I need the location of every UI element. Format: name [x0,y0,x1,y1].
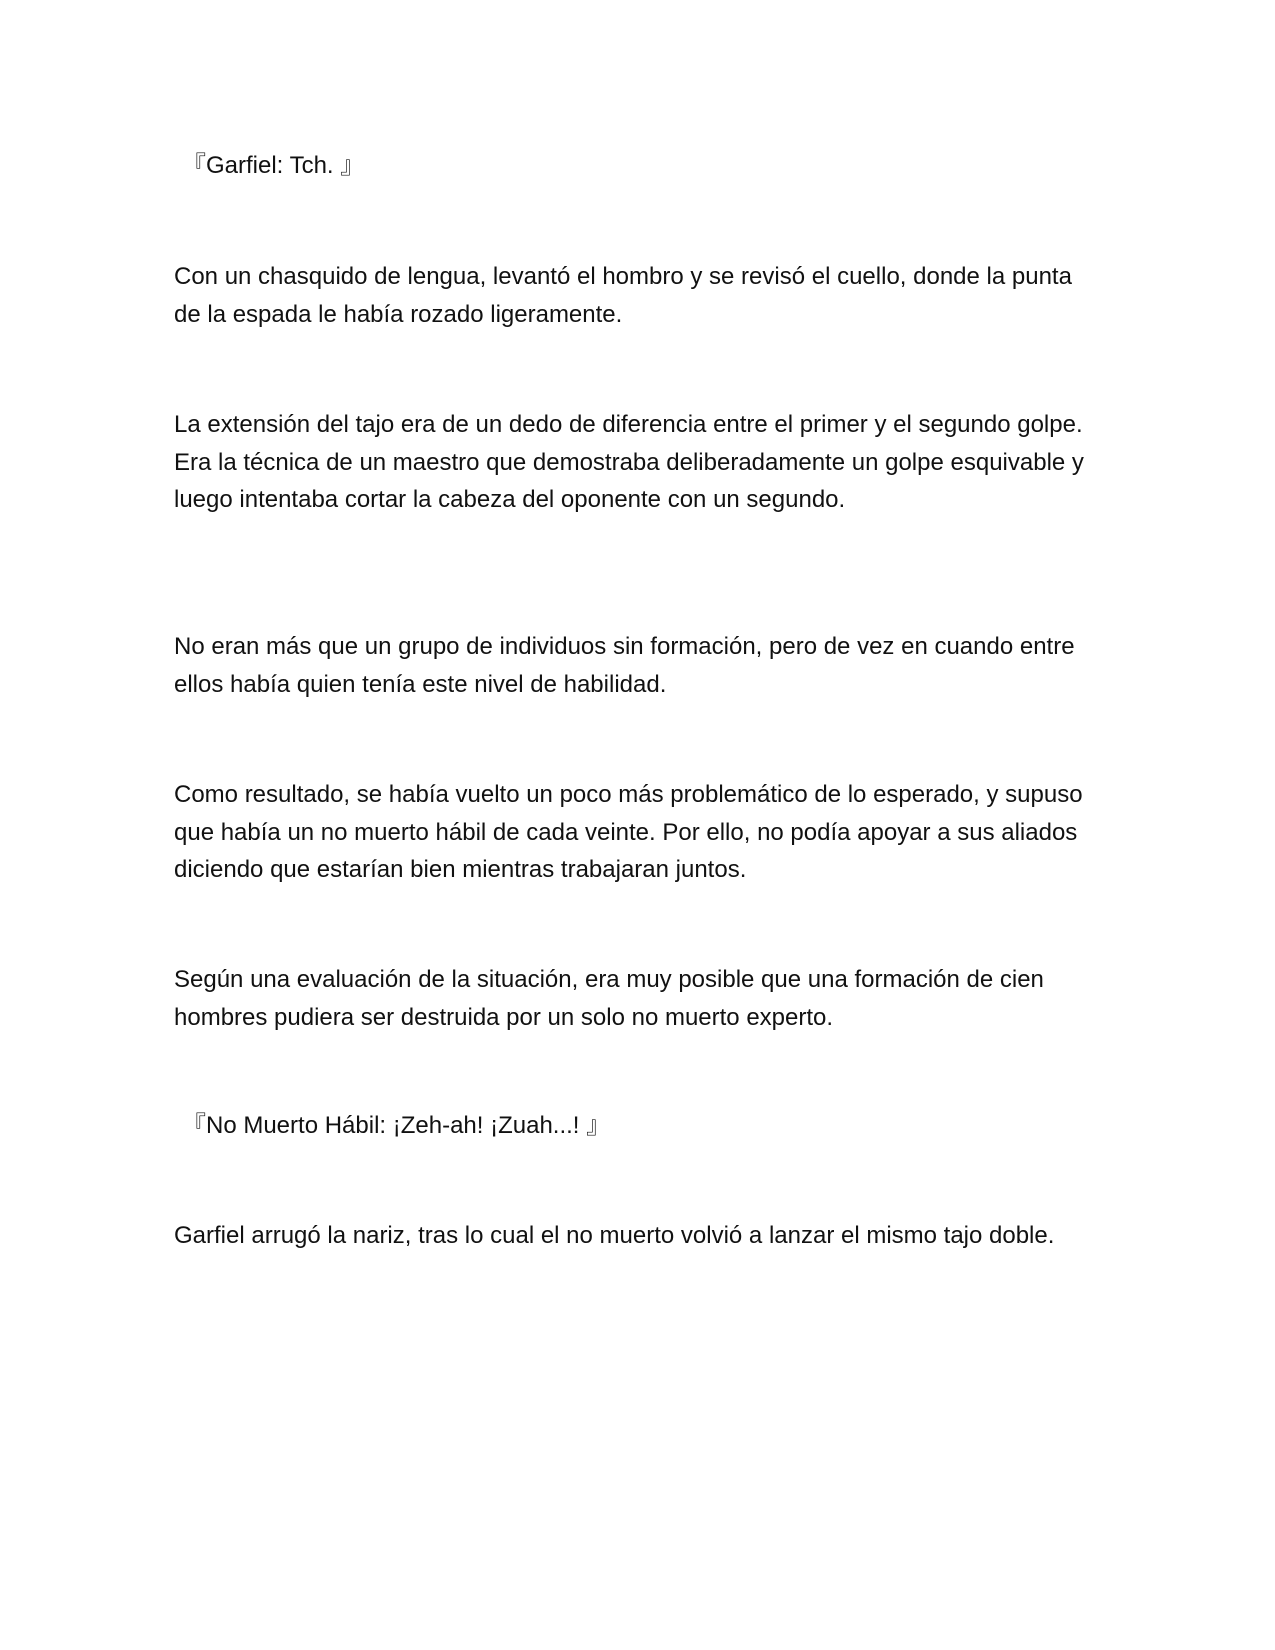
paragraph-evaluation: Según una evaluación de la situación, era muy posible que una formación de cien hombres pudiera ser destruida por un solo no muerto experto. [174,966,1044,1031]
paragraph-problematic-result: Como resultado, se había vuelto un poco más problemático de lo esperado, y supuso que había un no muerto hábil de cada veinte. Por ello, no podía apoyar a sus aliados diciendo que estarían bien mientras trabajaran juntos. [174,781,1083,883]
paragraph-untrained-group: No eran más que un grupo de individuos sin formación, pero de vez en cuando entre ellos había quien tenía este nivel de habilidad. [174,633,1075,698]
paragraph-slash-technique: La extensión del tajo era de un dedo de diferencia entre el primer y el segundo golpe. Era la técnica de un maestro que demostraba deliberadamente un golpe esquivable y luego intentaba cortar la cabeza del oponente con un segundo. [174,411,1084,513]
dialogue-garfiel: 『Garfiel: Tch. 』 [182,152,365,179]
dialogue-skilled-undead: 『No Muerto Hábil: ¡Zeh-ah! ¡Zuah...! 』 [182,1112,611,1139]
paragraph-tongue-click: Con un chasquido de lengua, levantó el hombro y se revisó el cuello, donde la punta de la espada le había rozado ligeramente. [174,263,1072,328]
paragraph-double-slash: Garfiel arrugó la nariz, tras lo cual el no muerto volvió a lanzar el mismo tajo doble. [174,1222,1055,1249]
